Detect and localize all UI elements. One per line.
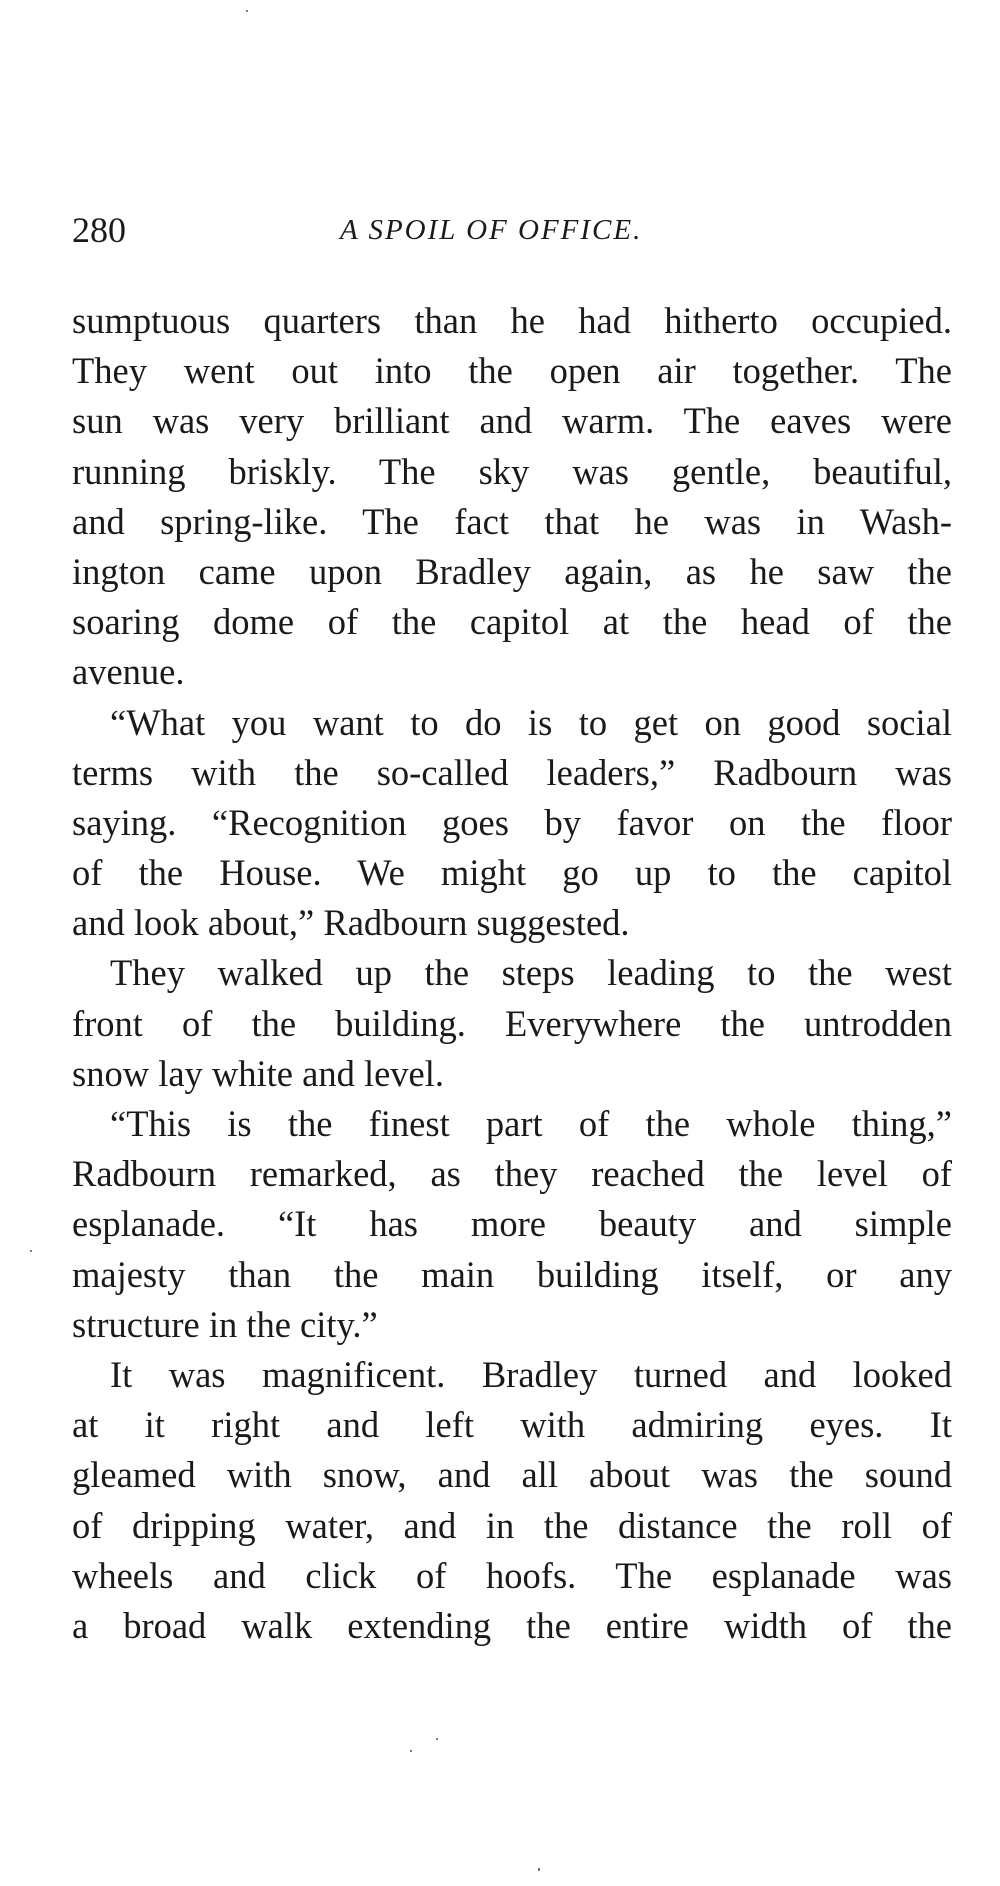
scan-speck bbox=[410, 1750, 412, 1752]
running-head bbox=[72, 205, 952, 255]
text-line: They went out into the open air together. The bbox=[72, 350, 952, 392]
text-line: and look about,” Radbourn suggested. bbox=[72, 902, 630, 944]
running-title: A SPOIL OF OFFICE. bbox=[340, 214, 643, 246]
scan-speck bbox=[436, 1738, 438, 1740]
text-line: “What you want to do is to get on good social bbox=[110, 701, 952, 743]
text-line: It was magnificent. Bradley turned and looked bbox=[110, 1353, 952, 1395]
text-line: terms with the so-called leaders,” Radbourn was bbox=[72, 751, 952, 793]
text-line: “This is the finest part of the whole thing,” bbox=[110, 1103, 952, 1144]
text-line: a broad walk extending the entire width of the bbox=[72, 1604, 952, 1646]
text-line: sumptuous quarters than he had hitherto occupied. bbox=[72, 300, 952, 341]
text-line: wheels and click of hoofs. The esplanade was bbox=[72, 1554, 952, 1596]
text-line: saying. “Recognition goes by favor on the floor bbox=[72, 801, 952, 843]
text-line: avenue. bbox=[72, 651, 185, 693]
text-line: They walked up the steps leading to the west bbox=[110, 952, 952, 994]
text-line: ington came upon Bradley again, as he saw the bbox=[72, 550, 952, 592]
text-line: gleamed with snow, and all about was the sound bbox=[72, 1454, 952, 1496]
text-line: soaring dome of the capitol at the head of the bbox=[72, 601, 952, 643]
text-line: of dripping water, and in the distance the roll of bbox=[72, 1504, 952, 1546]
text-line: and spring-like. The fact that he was in Wash- bbox=[72, 500, 952, 542]
text-line: of the House. We might go up to the capitol bbox=[72, 852, 952, 894]
text-line: esplanade. “It has more beauty and simple bbox=[72, 1203, 952, 1245]
text-line: front of the building. Everywhere the untrodden bbox=[72, 1002, 952, 1044]
scan-speck bbox=[30, 1250, 32, 1252]
page-number: 280 bbox=[72, 210, 126, 250]
scan-speck bbox=[246, 10, 248, 12]
text-line: at it right and left with admiring eyes. It bbox=[72, 1404, 952, 1446]
text-line: running briskly. The sky was gentle, beautiful, bbox=[72, 450, 952, 492]
text-line: snow lay white and level. bbox=[72, 1052, 445, 1094]
text-line: Radbourn remarked, as they reached the level of bbox=[72, 1153, 952, 1195]
scan-speck bbox=[538, 1868, 540, 1871]
text-line: structure in the city.” bbox=[72, 1303, 378, 1345]
text-line: sun was very brilliant and warm. The eaves were bbox=[72, 400, 952, 442]
text-line: majesty than the main building itself, or any bbox=[72, 1253, 952, 1295]
body-text bbox=[72, 296, 952, 1651]
